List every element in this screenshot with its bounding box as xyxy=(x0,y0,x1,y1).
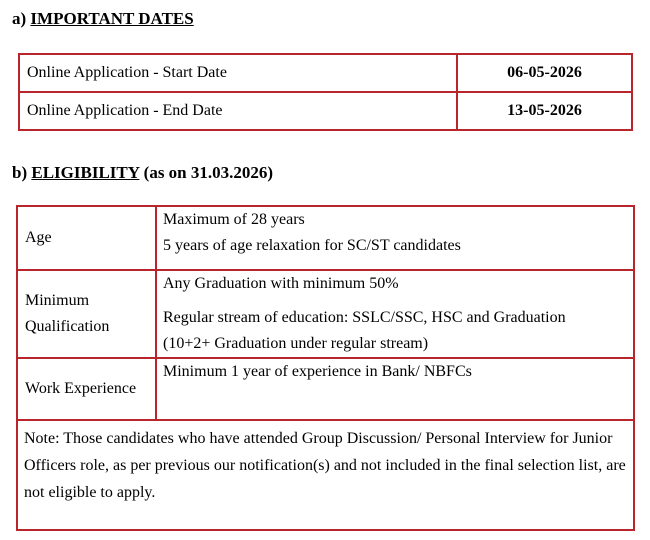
qualification-line: Regular stream of education: SSLC/SSC, HSC and Graduation xyxy=(163,309,566,326)
age-detail xyxy=(156,206,634,270)
experience-line: Minimum 1 year of experience in Bank/ NBFCs xyxy=(163,363,472,380)
eligibility-note: Note: Those candidates who have attended Group Discussion/ Personal Interview for Junior Officers role, as per previous our notification(s) and not included in the final selection list, are not eligible to apply. xyxy=(17,420,634,530)
end-date-label: Online Application - End Date xyxy=(19,92,457,130)
eligibility-date-note: (as on 31.03.2026) xyxy=(139,163,274,182)
experience-label: Work Experience xyxy=(17,358,156,420)
important-dates-table xyxy=(18,53,633,131)
eligibility-table xyxy=(16,205,635,531)
important-dates-prefix: a) xyxy=(12,9,31,28)
start-date-value: 06-05-2026 xyxy=(457,54,632,92)
age-label: Age xyxy=(17,206,156,270)
table-row xyxy=(17,270,634,358)
qualification-line: Any Graduation with minimum 50% xyxy=(163,275,399,292)
important-dates-title: IMPORTANT DATES xyxy=(30,9,194,28)
start-date-label: Online Application - Start Date xyxy=(19,54,457,92)
table-row xyxy=(17,358,634,420)
table-row xyxy=(19,54,632,92)
table-row xyxy=(19,92,632,130)
eligibility-prefix: b) xyxy=(12,163,32,182)
qualification-label-line: Qualification xyxy=(25,318,110,335)
experience-detail xyxy=(156,358,634,420)
end-date-value: 13-05-2026 xyxy=(457,92,632,130)
qualification-line: (10+2+ Graduation under regular stream) xyxy=(163,335,429,352)
important-dates-heading xyxy=(12,9,194,29)
eligibility-heading xyxy=(12,163,273,183)
table-row xyxy=(17,206,634,270)
eligibility-title: ELIGIBILITY xyxy=(31,163,140,182)
qualification-label-line: Minimum xyxy=(25,292,90,309)
qualification-label xyxy=(17,270,156,358)
age-line: Maximum of 28 years xyxy=(163,211,305,228)
qualification-detail xyxy=(156,270,634,358)
age-line: 5 years of age relaxation for SC/ST candidates xyxy=(163,237,461,254)
table-row xyxy=(17,420,634,530)
